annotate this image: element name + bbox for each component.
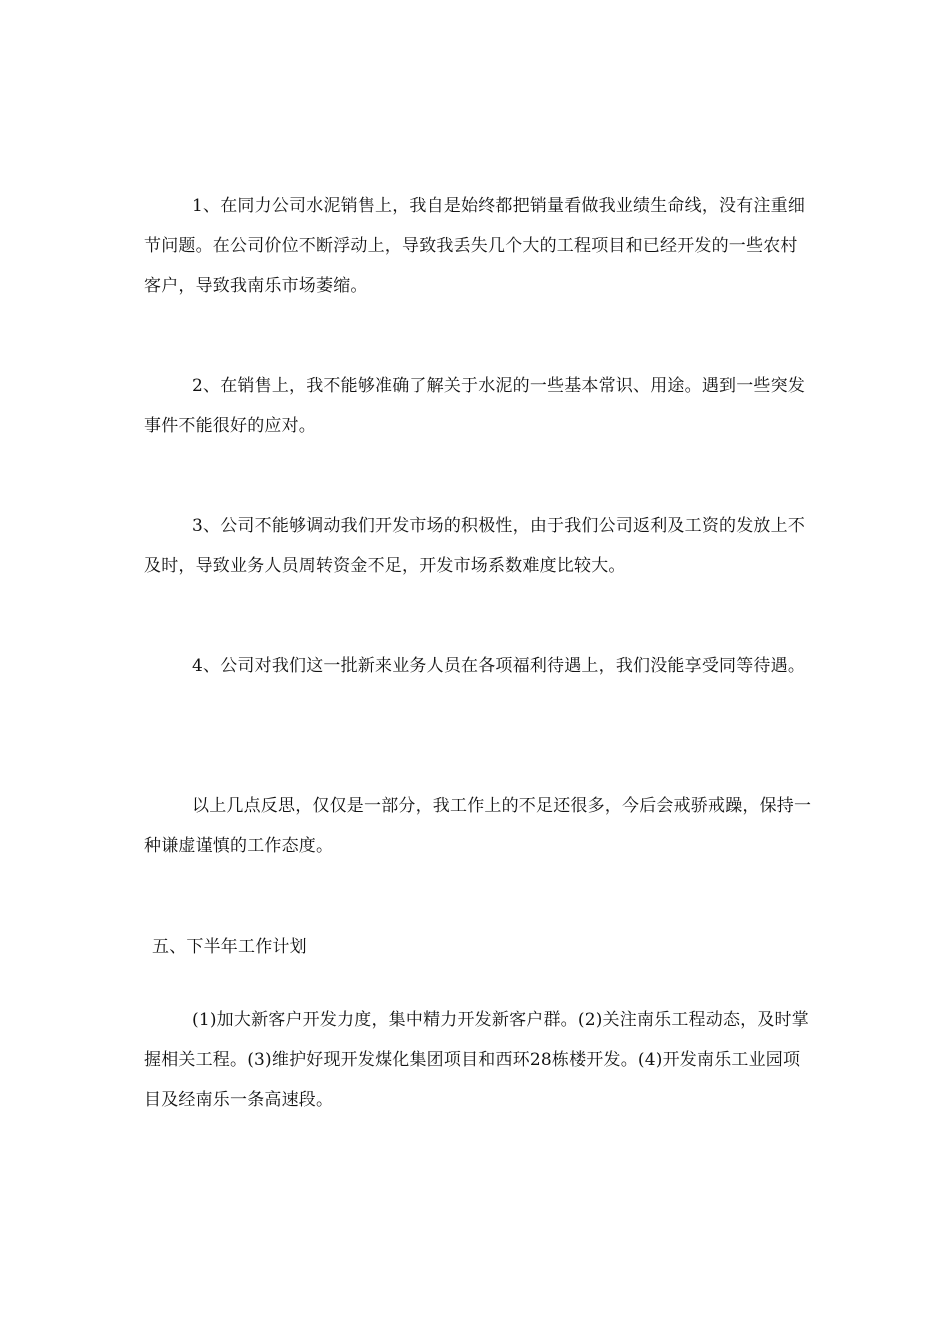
plan-paragraph: (1)加大新客户开发力度，集中精力开发新客户群。(2)关注南乐工程动态，及时掌握相关工程。(3)维护好现开发煤化集团项目和西环28栋楼开发。(4)开发南乐工业园项目及经南乐一条高速段。 xyxy=(144,1010,809,1110)
paragraph-5: 以上几点反思，仅仅是一部分，我工作上的不足还很多，今后会戒骄戒躁，保持一种谦虚谨慎的工作态度。 xyxy=(144,796,812,856)
paragraph-4: 4、公司对我们这一批新来业务人员在各项福利待遇上，我们没能享受同等待遇。 xyxy=(192,656,806,676)
paragraph-3: 3、公司不能够调动我们开发市场的积极性，由于我们公司返利及工资的发放上不及时，导致业务人员周转资金不足，开发市场系数难度比较大。 xyxy=(144,516,806,576)
section-heading: 五、下半年工作计划 xyxy=(152,937,307,957)
paragraph-1: 1、在同力公司水泥销售上，我自是始终都把销量看做我业绩生命线，没有注重细节问题。在公司价位不断浮动上，导致我丢失几个大的工程项目和已经开发的一些农村客户，导致我南乐市场萎缩。 xyxy=(144,196,806,296)
paragraph-2: 2、在销售上，我不能够准确了解关于水泥的一些基本常识、用途。遇到一些突发事件不能很好的应对。 xyxy=(144,376,806,436)
